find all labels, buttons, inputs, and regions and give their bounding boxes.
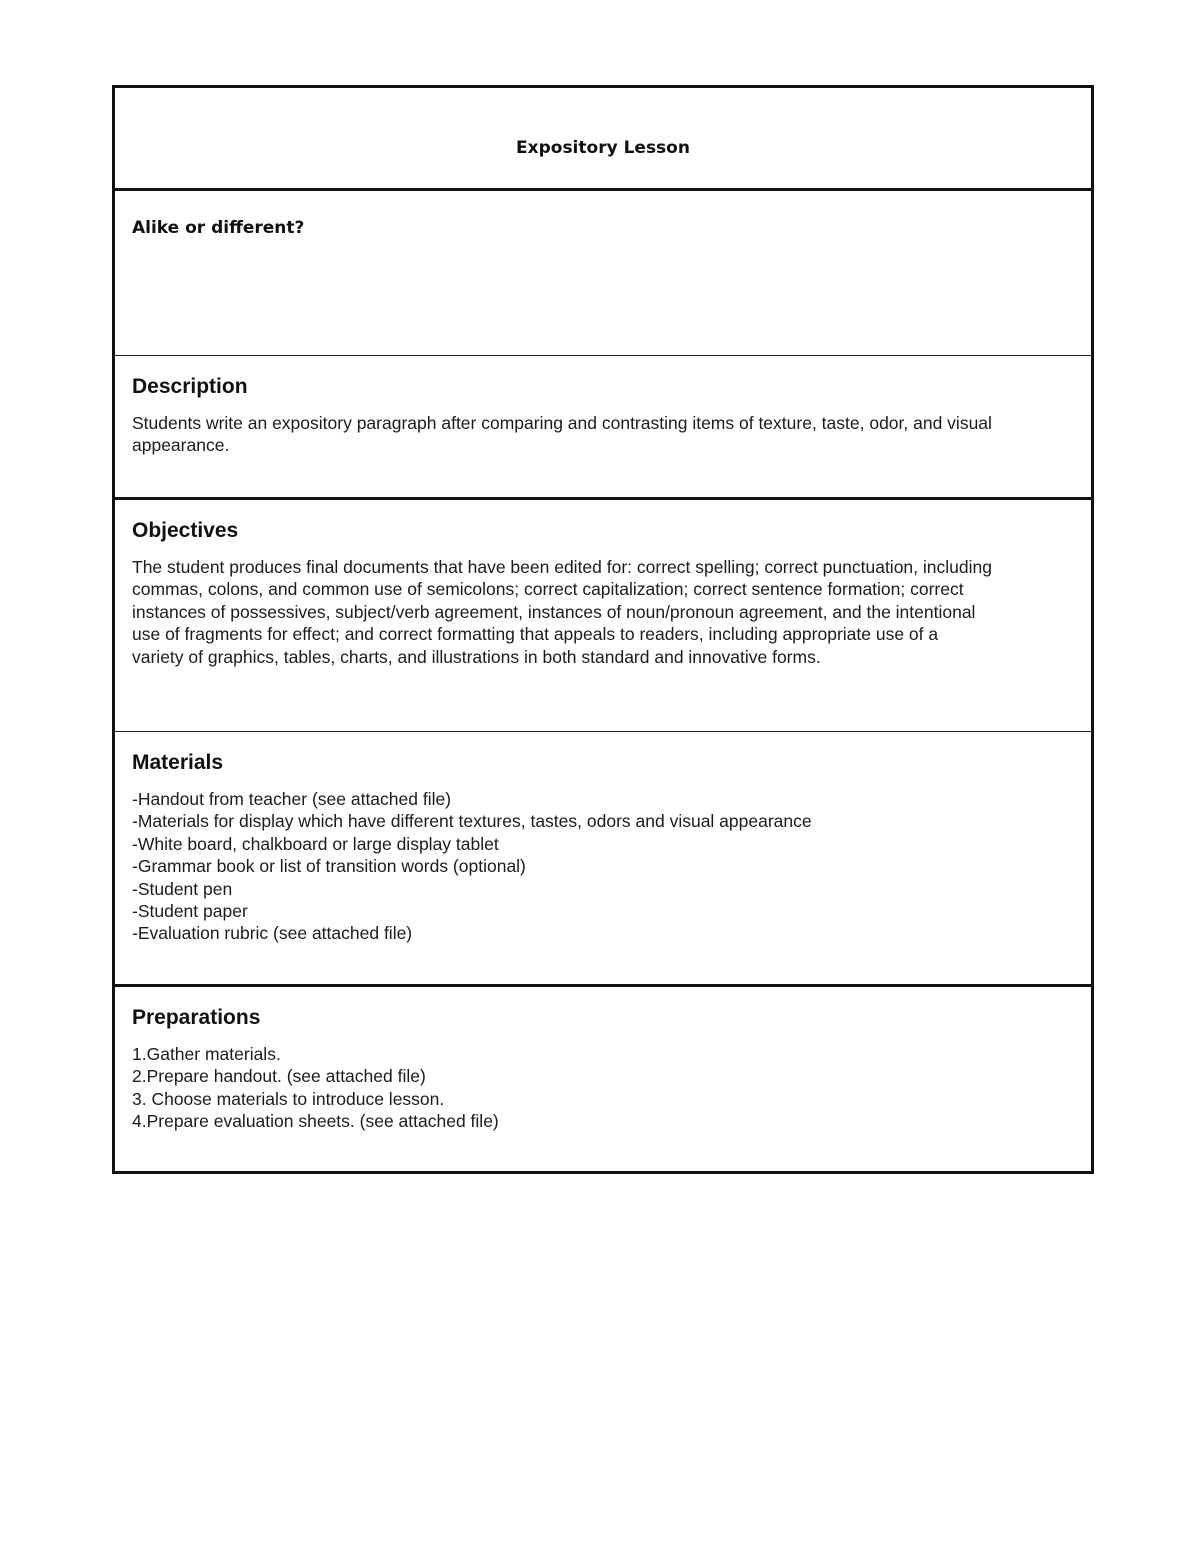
objectives-line: use of fragments for effect; and correct formatting that appeals to readers, including appropriate use of a [132,624,939,645]
objectives-line: commas, colons, and common use of semicolons; correct capitalization; correct sentence formation; correct [132,579,964,600]
title-row [115,88,1091,191]
materials-item: -Handout from teacher (see attached file) [132,789,452,809]
materials-item: -White board, chalkboard or large display tablet [132,833,499,854]
objectives-line: instances of possessives, subject/verb agreement, instances of noun/pronoun agreement, and the intentional [132,601,976,622]
preparations-section [115,987,1091,1171]
description-line: Students write an expository paragraph after comparing and contrasting items of texture, taste, odor, and visual [132,413,992,433]
description-body [132,412,1075,457]
lesson-subtitle: Alike or different? [132,218,305,238]
materials-heading: Materials [132,751,224,774]
objectives-line: The student produces final documents that have been edited for: correct spelling; correct punctuation, including [132,557,992,577]
materials-section [115,732,1091,987]
materials-list [132,788,1075,945]
objectives-body [132,556,1075,668]
preparations-item: 3. Choose materials to introduce lesson. [132,1088,445,1109]
materials-item: -Evaluation rubric (see attached file) [132,923,413,944]
materials-item: -Grammar book or list of transition words (optional) [132,856,526,877]
subtitle-row [115,191,1091,356]
description-line: appearance. [132,435,230,456]
materials-item: -Materials for display which have different textures, tastes, odors and visual appearance [132,811,812,832]
materials-item: -Student paper [132,901,248,922]
preparations-item: 1.Gather materials. [132,1044,281,1064]
objectives-heading: Objectives [132,519,239,542]
description-heading: Description [132,375,248,398]
preparations-list [132,1043,1075,1133]
preparations-heading: Preparations [132,1006,261,1029]
document-title: Expository Lesson [516,138,690,158]
preparations-item: 2.Prepare handout. (see attached file) [132,1066,426,1087]
preparations-item: 4.Prepare evaluation sheets. (see attached file) [132,1111,499,1132]
objectives-line: variety of graphics, tables, charts, and illustrations in both standard and innovative forms. [132,646,821,667]
materials-item: -Student pen [132,878,233,899]
description-section [115,356,1091,500]
objectives-section [115,500,1091,732]
lesson-plan-table [112,85,1094,1174]
